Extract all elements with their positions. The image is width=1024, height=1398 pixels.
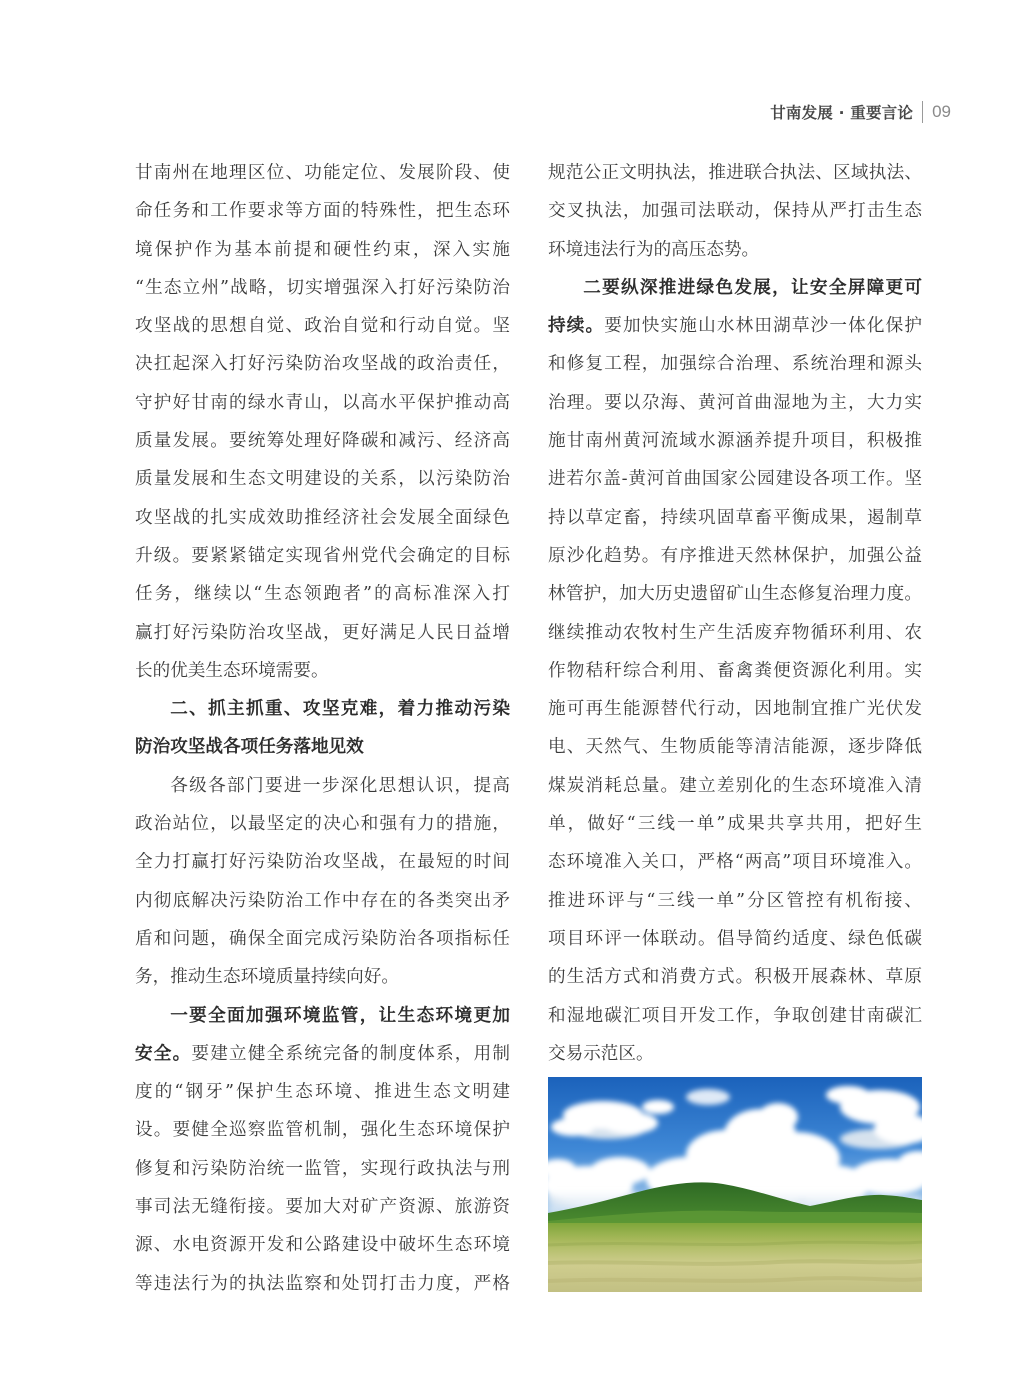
- text-line: [135, 499, 510, 537]
- line-text: 任务，继续以“生态领跑者”的高标准深入打: [135, 584, 510, 605]
- line-text: 盾和问题，确保全面完成污染防治各项指标任: [135, 928, 510, 949]
- text-line: [548, 767, 922, 805]
- line-text: 二、抓主抓重、攻坚克难，着力推动污染: [170, 698, 510, 720]
- line-text: 持以草定畜，持续巩固草畜平衡成果，遏制草: [548, 507, 922, 528]
- line-text: 境保护作为基本前提和硬性约束，深入实施: [135, 239, 510, 260]
- text-line: [135, 920, 510, 958]
- bold-lead-text: 持续。: [548, 315, 605, 337]
- text-line: [548, 728, 922, 766]
- text-line: [548, 345, 922, 383]
- paragraph: [135, 767, 510, 997]
- bold-lead-text: 一要全面加强环境监管，让生态环境更加: [170, 1004, 510, 1026]
- line-text: 质量发展。要统筹处理好降碳和减污、经济高: [135, 431, 510, 452]
- line-text: 攻坚战的思想自觉、政治自觉和行动自觉。坚: [135, 316, 510, 337]
- text-line: [135, 269, 510, 307]
- line-text: 和湿地碳汇项目开发工作，争取创建甘南碳汇: [548, 1005, 922, 1026]
- line-text: 甘南州在地理区位、功能定位、发展阶段、使: [135, 163, 510, 183]
- line-text: 煤炭消耗总量。建立差别化的生态环境准入清: [548, 775, 922, 796]
- section-heading: [135, 690, 510, 767]
- text-line: [135, 958, 510, 996]
- text-line: [135, 614, 510, 652]
- line-text: 全力打赢打好污染防治攻坚战，在最短的时间: [135, 852, 510, 873]
- line-text: 规范公正文明执法，推进联合执法、区域执法、: [548, 163, 922, 183]
- text-line: [548, 805, 922, 843]
- text-line: [135, 1226, 510, 1264]
- text-line: [548, 307, 922, 345]
- text-line: [135, 384, 510, 422]
- page-number: 09: [932, 102, 951, 121]
- line-text: 务，推动生态环境质量持续向好。: [135, 967, 399, 988]
- line-text: “生态立州”战略，切实增强深入打好污染防治: [135, 277, 510, 298]
- text-line: [548, 422, 922, 460]
- line-text: 原沙化趋势。有序推进天然林保护，加强公益: [548, 545, 922, 566]
- line-text: 治理。要以尕海、黄河首曲湿地为主，大力实: [548, 392, 922, 413]
- text-line: [135, 1111, 510, 1149]
- line-text: 推进环评与“三线一单”分区管控有机衔接、: [548, 890, 922, 911]
- line-text: 长的优美生态环境需要。: [135, 660, 329, 681]
- line-text: 继续推动农牧村生产生活废弃物循环利用、农: [548, 622, 922, 643]
- text-line: [135, 997, 510, 1035]
- text-line: [135, 537, 510, 575]
- text-line: [135, 652, 510, 690]
- text-line: [135, 767, 510, 805]
- text-line: [548, 1035, 922, 1073]
- text-line: [135, 575, 510, 613]
- bold-lead-text: 二要纵深推进绿色发展，让安全屏障更可: [583, 276, 922, 298]
- line-text: 要建立健全系统完备的制度体系，用制: [191, 1043, 510, 1064]
- grassland-landscape-photo: [548, 1077, 922, 1292]
- line-text: 的生活方式和消费方式。积极开展森林、草原: [548, 967, 922, 988]
- line-text: 态环境准入关口，严格“两高”项目环境准入。: [548, 852, 922, 873]
- line-text: 各级各部门要进一步深化思想认识，提高: [170, 775, 510, 796]
- line-text: 政治站位，以最坚定的决心和强有力的措施，: [135, 814, 510, 835]
- text-line: [548, 231, 922, 269]
- line-text: 林管护，加大历史遗留矿山生态修复治理力度。: [548, 584, 922, 605]
- text-line: [548, 652, 922, 690]
- text-line: [135, 1265, 510, 1303]
- text-line: [135, 231, 510, 269]
- line-text: 防治攻坚战各项任务落地见效: [135, 736, 364, 758]
- text-line: [548, 690, 922, 728]
- line-text: 进若尔盖-黄河首曲国家公园建设各项工作。坚: [548, 469, 922, 490]
- text-line: [135, 460, 510, 498]
- text-line: [135, 1150, 510, 1188]
- line-text: 决扛起深入打好污染防治攻坚战的政治责任，: [135, 354, 510, 375]
- line-text: 修复和污染防治统一监管，实现行政执法与刑: [135, 1158, 510, 1179]
- line-text: 交叉执法，加强司法联动，保持从严打击生态: [548, 201, 922, 222]
- text-line: [135, 690, 510, 728]
- page-header: [770, 100, 951, 124]
- text-line: [135, 307, 510, 345]
- paragraph: [548, 269, 922, 1073]
- line-text: 升级。要紧紧锚定实现省州党代会确定的目标: [135, 545, 510, 566]
- text-line: [135, 1188, 510, 1226]
- text-line: [548, 269, 922, 307]
- text-line: [135, 1035, 510, 1073]
- text-line: [548, 843, 922, 881]
- section-title: 甘南发展 · 重要言论: [770, 104, 914, 122]
- paragraph: [548, 154, 922, 269]
- text-line: [548, 920, 922, 958]
- text-line: [135, 805, 510, 843]
- left-column: [135, 154, 510, 1303]
- right-column: [548, 154, 922, 1073]
- line-text: 等违法行为的执法监察和处罚打击力度，严格: [135, 1273, 510, 1294]
- text-line: [548, 192, 922, 230]
- line-text: 攻坚战的扎实成效助推经济社会发展全面绿色: [135, 507, 510, 528]
- line-text: 赢打好污染防治攻坚战，更好满足人民日益增: [135, 622, 510, 643]
- text-line: [548, 575, 922, 613]
- text-line: [135, 192, 510, 230]
- line-text: 单，做好“三线一单”成果共享共用，把好生: [548, 814, 922, 835]
- line-text: 设。要健全巡察监管机制，强化生态环境保护: [135, 1120, 510, 1141]
- line-text: 命任务和工作要求等方面的特殊性，把生态环: [135, 201, 510, 222]
- text-line: [548, 154, 922, 192]
- text-line: [548, 384, 922, 422]
- header-divider: [922, 101, 923, 123]
- text-line: [548, 460, 922, 498]
- line-text: 事司法无缝衔接。要加大对矿产资源、旅游资: [135, 1197, 510, 1218]
- text-line: [548, 958, 922, 996]
- text-line: [135, 1073, 510, 1111]
- paragraph: [135, 997, 510, 1303]
- paragraph: [135, 154, 510, 690]
- text-line: [135, 345, 510, 383]
- line-text: 交易示范区。: [548, 1043, 654, 1064]
- text-line: [548, 537, 922, 575]
- text-line: [548, 997, 922, 1035]
- line-text: 要加快实施山水林田湖草沙一体化保护: [604, 316, 922, 337]
- text-line: [135, 728, 510, 766]
- line-text: 质量发展和生态文明建设的关系，以污染防治: [135, 469, 510, 490]
- text-line: [548, 882, 922, 920]
- line-text: 度的“钢牙”保护生态环境、推进生态文明建: [135, 1082, 510, 1103]
- text-line: [135, 154, 510, 192]
- line-text: 施甘南州黄河流域水源涵养提升项目，积极推: [548, 431, 922, 452]
- line-text: 施可再生能源替代行动，因地制宜推广光伏发: [548, 699, 922, 720]
- text-line: [548, 614, 922, 652]
- line-text: 内彻底解决污染防治工作中存在的各类突出矛: [135, 890, 510, 911]
- text-line: [135, 882, 510, 920]
- line-text: 守护好甘南的绿水青山，以高水平保护推动高: [135, 392, 510, 413]
- line-text: 作物秸秆综合利用、畜禽粪便资源化利用。实: [548, 660, 922, 681]
- line-text: 和修复工程，加强综合治理、系统治理和源头: [548, 354, 922, 375]
- text-line: [548, 499, 922, 537]
- text-line: [135, 843, 510, 881]
- line-text: 项目环评一体联动。倡导简约适度、绿色低碳: [548, 928, 922, 949]
- text-line: [135, 422, 510, 460]
- line-text: 源、水电资源开发和公路建设中破坏生态环境: [135, 1235, 510, 1256]
- bold-lead-text: 安全。: [135, 1042, 192, 1064]
- line-text: 电、天然气、生物质能等清洁能源，逐步降低: [548, 737, 922, 758]
- line-text: 环境违法行为的高压态势。: [548, 239, 760, 260]
